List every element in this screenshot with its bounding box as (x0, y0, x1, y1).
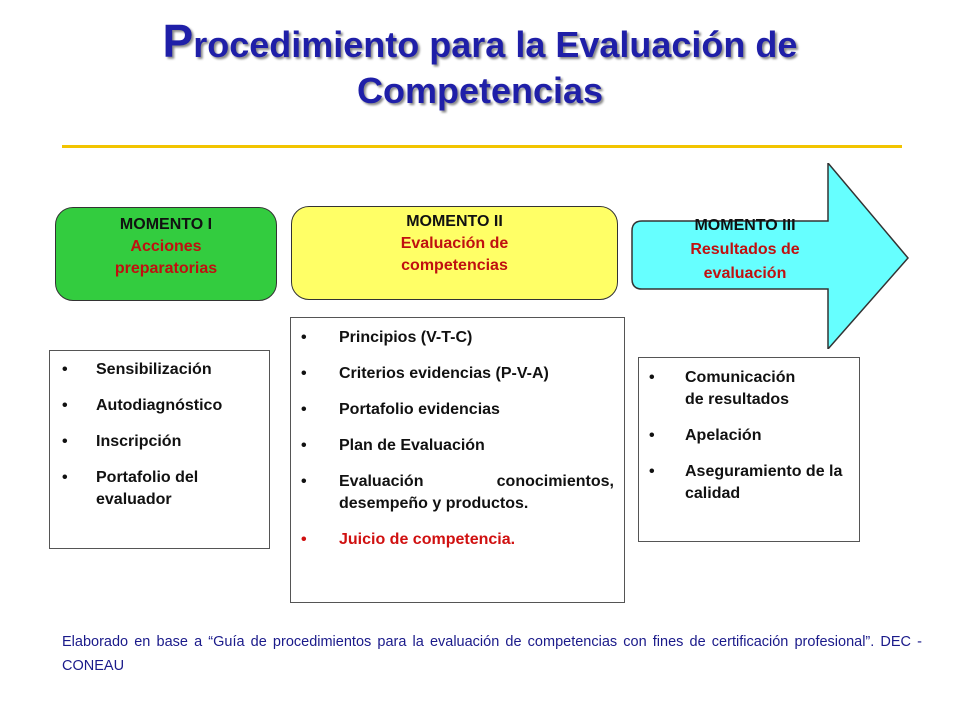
page-title (40, 15, 920, 114)
bullet-icon: • (301, 473, 307, 490)
moment-2-subtitle: Evaluación de competencias (400, 235, 509, 274)
title-line-2: Competencias (356, 70, 604, 111)
list-item: • Autodiagnóstico (62, 395, 259, 417)
list-item-highlight: • Juicio de competencia. (301, 529, 614, 551)
moment-2-activities (290, 317, 625, 603)
bullet-icon: • (62, 397, 68, 414)
list-item: • Portafolio del evaluador (62, 469, 199, 508)
bullet-icon: • (301, 401, 307, 418)
moment-3-subtitle: Resultados de evaluación (690, 241, 800, 282)
list-item: • Inscripción (62, 431, 259, 453)
moment-3-activities (638, 357, 860, 542)
list-item: • Apelación (649, 425, 849, 447)
list-item: • Criterios evidencias (P-V-A) (301, 363, 614, 385)
bullet-icon: • (62, 469, 68, 486)
list-item: • Aseguramiento de la calidad (649, 463, 843, 502)
list-item: • Principios (V-T-C) (301, 327, 614, 349)
bullet-icon: • (301, 531, 307, 548)
moment-3-heading: MOMENTO III (694, 217, 796, 234)
bullet-icon: • (649, 427, 655, 444)
moment-2-heading: MOMENTO II (406, 213, 503, 230)
title-line-1 (40, 15, 920, 68)
moment-1-heading: MOMENTO I (119, 216, 213, 233)
list-item: • Portafolio evidencias (301, 399, 614, 421)
bullet-icon: • (649, 463, 655, 480)
moment-1-box (55, 207, 277, 301)
list-item: • Plan de Evaluación (301, 435, 614, 457)
moment-2-box (291, 206, 618, 300)
title-rest: rocedimiento para la Evaluación de (193, 24, 798, 65)
moment-3-label (640, 214, 850, 286)
title-underline (62, 145, 902, 148)
title-initial: P (162, 15, 194, 67)
moment-1-activities (49, 350, 270, 549)
list-item: • Evaluación conocimientos, desempeño y productos. (301, 473, 614, 512)
bullet-icon: • (649, 369, 655, 386)
list-item: • Comunicación de resultados (649, 369, 796, 408)
bullet-icon: • (301, 329, 307, 346)
bullet-icon: • (301, 365, 307, 382)
bullet-icon: • (62, 433, 68, 450)
bullet-icon: • (62, 361, 68, 378)
bullet-icon: • (301, 437, 307, 454)
moment-1-subtitle: Acciones preparatorias (114, 238, 218, 277)
source-note: Elaborado en base a “Guía de procedimientos para la evaluación de competencias con fines de certificación profesional”. DEC - CONEAU (62, 634, 922, 674)
list-item: • Sensibilización (62, 359, 259, 381)
